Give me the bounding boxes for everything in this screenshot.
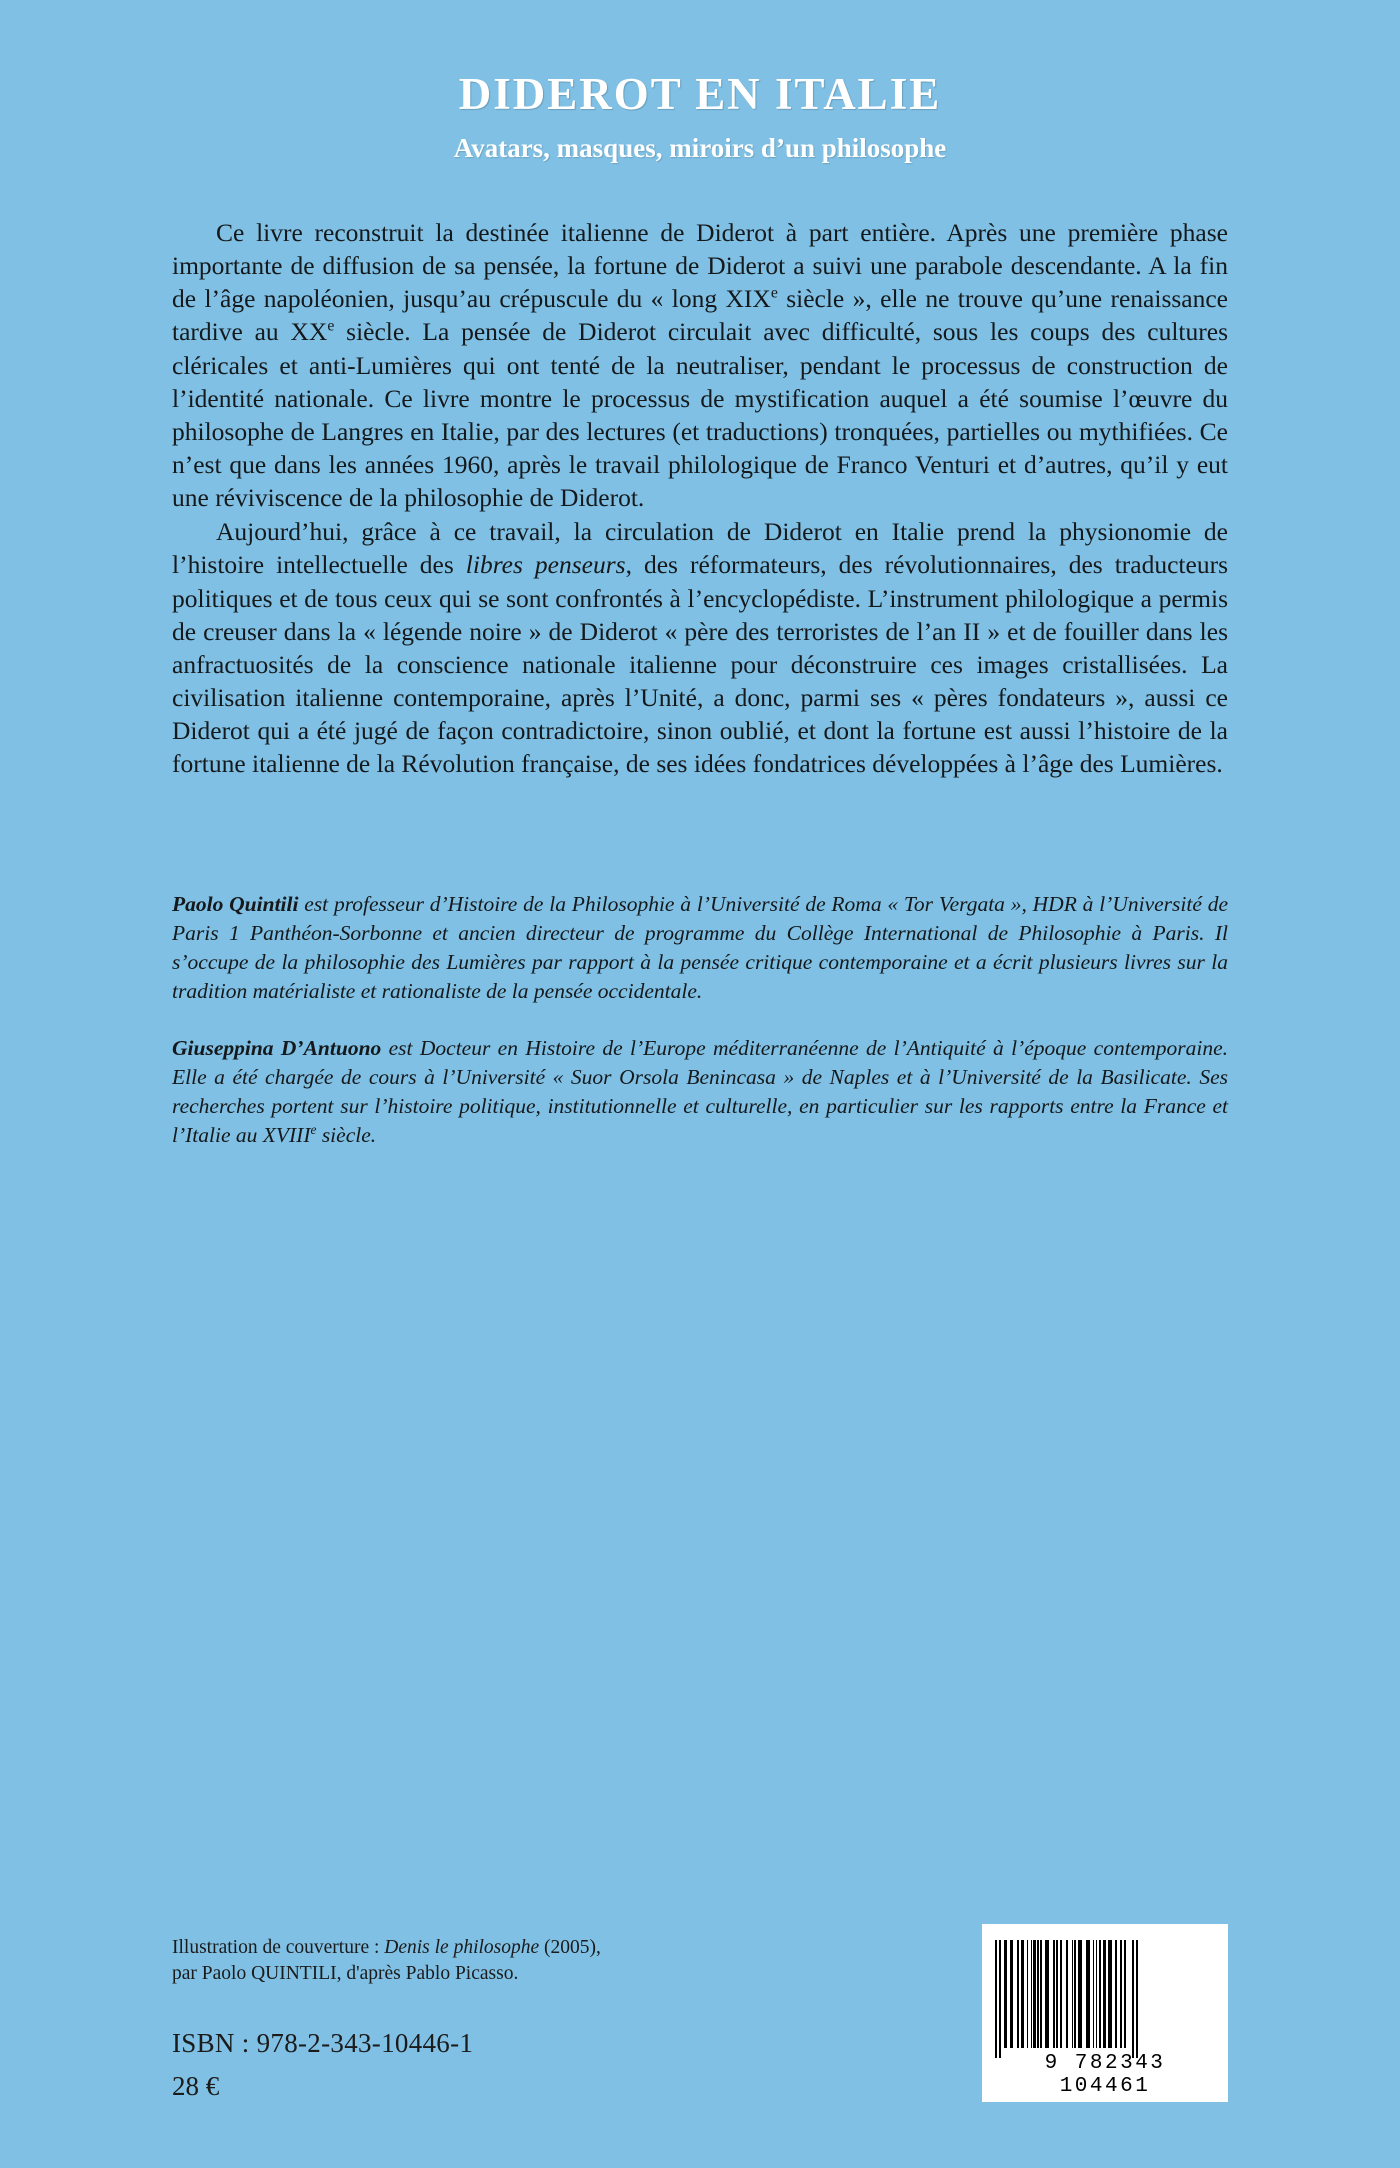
author-bio-text-2a: est Docteur en Histoire de l’Europe méditerranéenne de l’Antiquité à l’époque contemporaine. Elle a été chargée de cours à l’Université « Suor Orsola Benincasa » de Naples et à l’Université de la Basilicate. Ses recherches portent sur l’histoire politique, institutionnelle et culturelle, en particulier sur les rapports entre la France et l’Italie au XVIII [172,1036,1229,1147]
author-bio-1 [172,890,1228,1006]
blurb-paragraph-2 [172,515,1228,780]
author-name-2: Giuseppina D’Antuono [172,1036,382,1061]
blurb-p1-superscript-1: e [770,284,778,302]
author-bio-2 [172,1034,1228,1150]
blurb-p1-segment-2: siècle », elle ne trouve qu’une renaissance tardive au XX [172,284,1228,347]
author-bio-superscript-2: e [310,1121,317,1137]
author-bio-text-2b: siècle. [316,1122,377,1147]
credit-prefix: Illustration de couverture : [172,1937,385,1959]
credit-line-2: par Paolo QUINTILI, d'après Pablo Picasso. [172,1962,519,1984]
author-name-1: Paolo Quintili [172,892,299,917]
page-subtitle: Avatars, masques, miroirs d’un philosophe [453,133,947,163]
author-bios [172,890,1228,1149]
cover-illustration-credit [172,1935,772,1986]
title-block [172,0,1228,164]
blurb-paragraph-1 [172,216,1228,514]
barcode-bars [995,1940,1215,2048]
author-bio-text-1: est professeur d’Histoire de la Philosophie à l’Université de Roma « Tor Vergata », HDR à l’Université de Paris 1 Panthéon-Sorbonne et ancien directeur de programme du Collège International de Philosophie à Paris. Il s’occupe de la philosophie des Lumières par rapport à la pensée critique contemporaine et a écrit plusieurs livres sur la tradition matérialiste et rationaliste de la pensée occidentale. [172,892,1228,1004]
barcode [982,1924,1228,2102]
credit-work-title: Denis le philosophe [384,1937,540,1959]
blurb-p2-italic-term: libres penseurs [465,550,626,580]
blurb-p1-segment-3: siècle. La pensée de Diderot circulait avec difficulté, sous les coups des cultures cléricales et anti-Lumières qui ont tenté de la neutraliser, pendant le processus de construction de l’identité nationale. Ce livre montre le processus de mystification auquel a été soumise l’œuvre du philosophe de Langres en Italie, par des lectures (et traductions) tronquées, partielles ou mythifiées. Ce n’est que dans les années 1960, après le travail philologique de Franco Venturi et d’autres, qu’il y eut une réviviscence de la philosophie de Diderot. [172,317,1228,513]
blurb-p1-segment-1: Ce livre reconstruit la destinée italienne de Diderot à part entière. Après une première phase importante de diffusion de sa pensée, la fortune de Diderot a suivi une parabole descendante. A la fin de l’âge napoléonien, jusqu’au crépuscule du « long XIX [172,218,1228,314]
barcode-digits: 9 782343 104461 [1044,2052,1166,2098]
footer [172,1935,1228,2102]
blurb-p1-superscript-2: e [327,317,335,335]
blurb-text [172,216,1228,780]
blurb-p2-segment-2: , des réformateurs, des révolutionnaires, des traducteurs politiques et de tous ceux qui se sont confrontés à l’encyclopédiste. L’instrument philologique a permis de creuser dans la « légende noire » de Diderot « père des terroristes de l’an II » et de fouiller dans les anfractuosités de la conscience nationale italienne pour déconstruire ces images cristallisées. La civilisation italienne contemporaine, après l’Unité, a donc, parmi ses « pères fondateurs », aussi ce Diderot qui a été jugé de façon contradictoire, sinon oublié, et dont la fortune est aussi l’histoire de la fortune italienne de la Révolution française, de ses idées fondatrices développées à l’âge des Lumières. [172,550,1228,779]
page-title: DIDEROT EN ITALIE [458,69,942,119]
blurb-p2-segment-1: Aujourd’hui, grâce à ce travail, la circulation de Diderot en Italie prend la physionomie de l’histoire intellectuelle des [172,517,1228,580]
isbn-text: ISBN : 978-2-343-10446-1 [172,2028,474,2058]
price-text: 28 € [172,2071,220,2101]
credit-suffix: (2005), [539,1937,601,1959]
